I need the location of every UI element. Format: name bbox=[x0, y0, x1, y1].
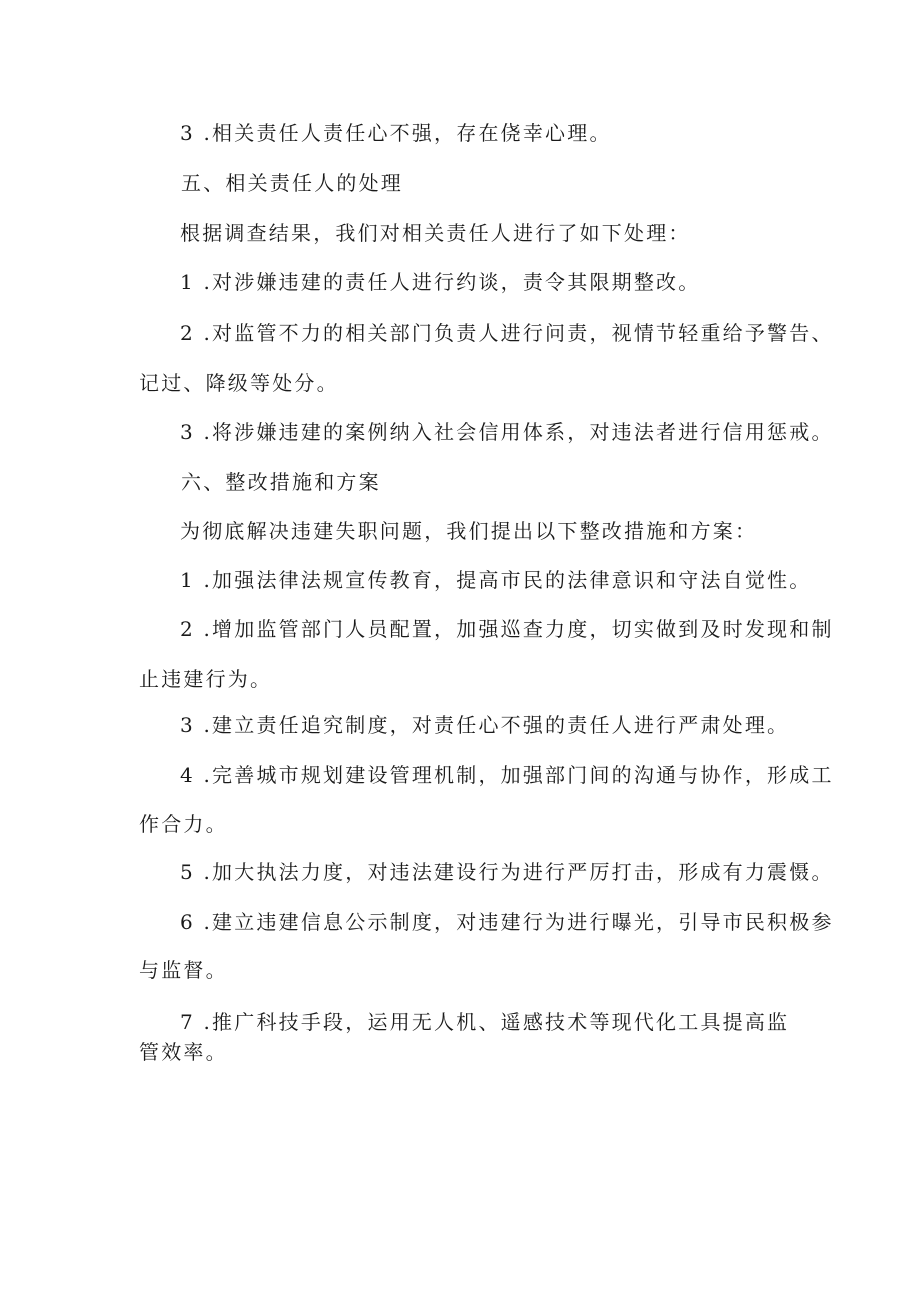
paragraph-handling-item-1: 1 .对涉嫌违建的责任人进行约谈，责令其限期整改。 bbox=[180, 270, 701, 294]
paragraph-measure-item-1: 1 .加强法律法规宣传教育，提高市民的法律意识和守法自觉性。 bbox=[180, 568, 812, 592]
paragraph-handling-item-2-line-1: 2 .对监管不力的相关部门负责人进行问责，视情节轻重给予警告、 bbox=[180, 321, 834, 345]
paragraph-handling-item-3: 3 .将涉嫌违建的案例纳入社会信用体系，对违法者进行信用惩戒。 bbox=[180, 420, 834, 444]
paragraph-measure-item-2-line-2: 止违建行为。 bbox=[139, 667, 273, 691]
section-heading-6: 六、整改措施和方案 bbox=[181, 470, 381, 494]
paragraph-item-3-reason: 3 .相关责任人责任心不强，存在侥幸心理。 bbox=[180, 121, 612, 145]
paragraph-measure-item-6-line-1: 6 .建立违建信息公示制度，对违建行为进行曝光，引导市民积极参 bbox=[180, 910, 834, 934]
paragraph-measure-item-5: 5 .加大执法力度，对违法建设行为进行严厉打击，形成有力震慑。 bbox=[180, 860, 834, 884]
paragraph-measure-item-4-line-1: 4 .完善城市规划建设管理机制，加强部门间的沟通与协作，形成工 bbox=[180, 763, 834, 787]
paragraph-measure-item-2-line-1: 2 .增加监管部门人员配置，加强巡查力度，切实做到及时发现和制 bbox=[180, 617, 834, 641]
paragraph-measure-item-6-line-2: 与监督。 bbox=[139, 958, 228, 982]
paragraph-measure-item-7-line-1: 7 .推广科技手段，运用无人机、遥感技术等现代化工具提高监 bbox=[180, 1010, 790, 1034]
paragraph-measure-item-7-line-2: 管效率。 bbox=[139, 1040, 228, 1064]
paragraph-measure-item-4-line-2: 作合力。 bbox=[139, 812, 228, 836]
paragraph-intro-handling: 根据调查结果，我们对相关责任人进行了如下处理： bbox=[180, 221, 691, 245]
section-heading-5: 五、相关责任人的处理 bbox=[181, 171, 403, 195]
paragraph-measure-item-3: 3 .建立责任追究制度，对责任心不强的责任人进行严肃处理。 bbox=[180, 713, 790, 737]
paragraph-intro-measures: 为彻底解决违建失职问题，我们提出以下整改措施和方案： bbox=[180, 519, 758, 543]
paragraph-handling-item-2-line-2: 记过、降级等处分。 bbox=[139, 371, 339, 395]
